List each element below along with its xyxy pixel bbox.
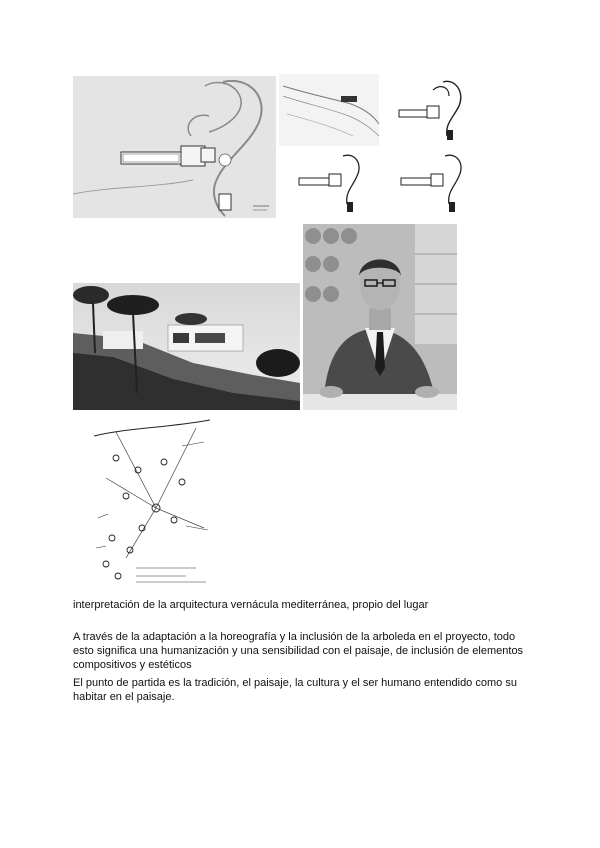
house-photo [73,283,300,410]
house-photo-image [73,283,300,410]
plan-studies-figure [279,74,490,219]
plan-studies-drawing [279,74,490,219]
site-plan-figure [73,76,276,218]
hand-sketch-drawing [86,418,218,588]
architect-portrait-image [303,224,457,410]
hand-sketch-figure [86,418,218,588]
body-paragraph-1: A través de la adaptación a la horeografía y la inclusión de la arboleda en el proyecto, todo esto significa una humanización y una sensibilidad con el paisaje, de inclusión de elementos compositivos y estéticos [73,631,524,671]
caption-text: interpretación de la arquitectura vernácula mediterránea, propio del lugar [73,599,429,611]
body-paragraph-2: El punto de partida es la tradición, el paisaje, la cultura y el ser humano entendido como su habitar en el paisaje. [73,677,517,703]
architect-portrait-photo [303,224,457,410]
site-plan-drawing [73,76,276,218]
